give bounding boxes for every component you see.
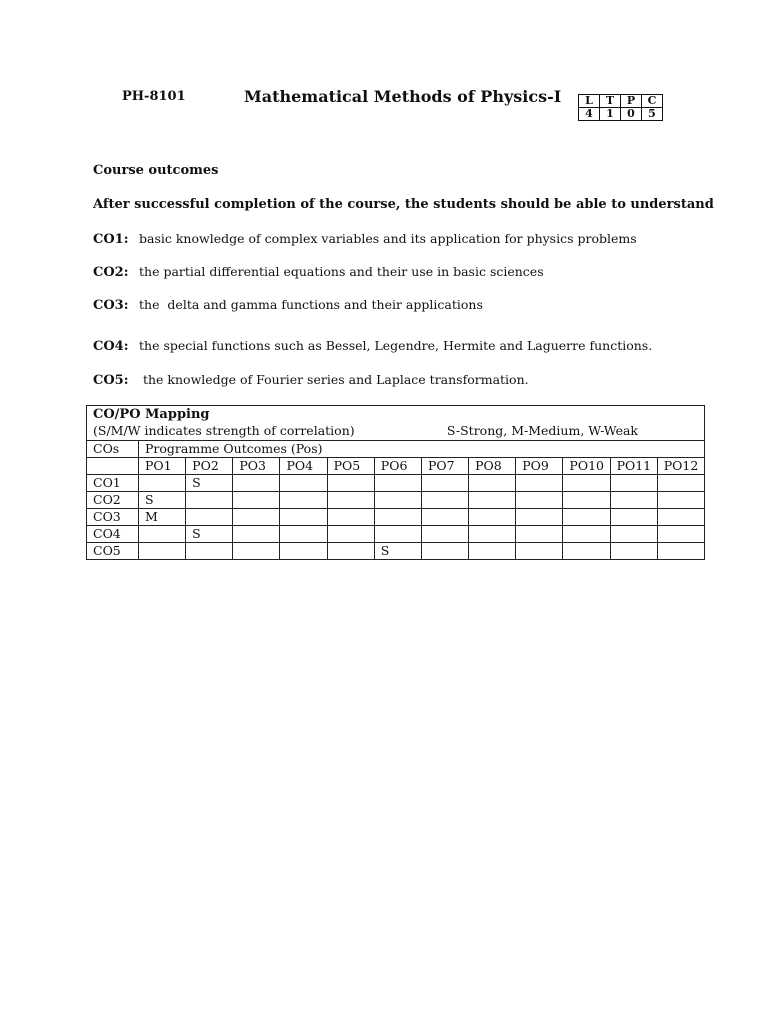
mapping-cell <box>610 492 657 509</box>
mapping-cell <box>280 526 327 543</box>
mapping-group-header-row <box>87 441 705 458</box>
mapping-cell <box>374 492 421 509</box>
co-label-cell: CO3 <box>87 509 139 526</box>
po-header-4: PO4 <box>280 458 327 475</box>
mapping-cell <box>280 543 327 560</box>
mapping-title-row <box>87 406 705 441</box>
po-header-blank <box>87 458 139 475</box>
outcome-item <box>93 264 544 280</box>
mapping-cell <box>327 492 374 509</box>
outcome-text: the partial differential equations and their use in basic sciences <box>139 264 544 279</box>
mapping-cell: M <box>139 509 186 526</box>
table-row <box>87 492 705 509</box>
mapping-cell <box>374 526 421 543</box>
mapping-cell <box>374 509 421 526</box>
ltpc-header-p: P <box>621 95 642 108</box>
mapping-legend <box>93 423 698 439</box>
mapping-cell <box>563 526 610 543</box>
ltpc-header-c: C <box>642 95 663 108</box>
mapping-cell <box>280 475 327 492</box>
table-row <box>87 543 705 560</box>
po-header-9: PO9 <box>516 458 563 475</box>
mapping-cell <box>233 509 280 526</box>
outcomes-heading: Course outcomes <box>93 163 219 178</box>
mapping-cell <box>233 526 280 543</box>
co-label-cell: CO4 <box>87 526 139 543</box>
mapping-title-cell <box>87 406 705 441</box>
outcome-text: the delta and gamma functions and their applications <box>139 297 483 312</box>
course-code: PH-8101 <box>122 89 186 104</box>
mapping-cell <box>563 492 610 509</box>
outcomes-intro: After successful completion of the course, the students should be able to understand <box>93 197 714 212</box>
mapping-cell <box>374 475 421 492</box>
mapping-legend-right: S-Strong, M-Medium, W-Weak <box>446 423 638 438</box>
outcome-text: the special functions such as Bessel, Legendre, Hermite and Laguerre functions. <box>139 338 653 353</box>
mapping-cell <box>421 475 468 492</box>
outcome-item <box>93 338 652 354</box>
po-header-row <box>87 458 705 475</box>
mapping-cell <box>233 475 280 492</box>
mapping-cell <box>469 526 516 543</box>
ltpc-value-t: 1 <box>600 108 621 121</box>
course-title: Mathematical Methods of Physics-I <box>244 87 562 106</box>
cos-header: COs <box>87 441 139 458</box>
mapping-cell <box>610 509 657 526</box>
co-label-cell: CO1 <box>87 475 139 492</box>
mapping-cell <box>657 475 704 492</box>
mapping-cell <box>516 475 563 492</box>
mapping-cell <box>610 475 657 492</box>
mapping-cell <box>421 543 468 560</box>
mapping-cell: S <box>186 475 233 492</box>
mapping-cell <box>327 509 374 526</box>
ltpc-table <box>578 94 663 121</box>
mapping-cell <box>186 509 233 526</box>
po-group-header: Programme Outcomes (Pos) <box>139 441 705 458</box>
mapping-legend-left: (S/M/W indicates strength of correlation) <box>93 423 355 438</box>
mapping-cell <box>280 509 327 526</box>
po-header-11: PO11 <box>610 458 657 475</box>
ltpc-value-p: 0 <box>621 108 642 121</box>
po-header-12: PO12 <box>657 458 704 475</box>
outcome-label: CO5: <box>93 373 129 388</box>
outcome-item <box>93 372 529 388</box>
mapping-cell: S <box>186 526 233 543</box>
mapping-cell <box>327 543 374 560</box>
ltpc-value-row <box>579 108 663 121</box>
mapping-cell <box>186 492 233 509</box>
mapping-cell <box>327 475 374 492</box>
outcome-text: the knowledge of Fourier series and Laplace transformation. <box>139 372 529 387</box>
mapping-cell <box>421 526 468 543</box>
mapping-cell: S <box>139 492 186 509</box>
mapping-cell <box>233 492 280 509</box>
po-header-2: PO2 <box>186 458 233 475</box>
po-header-1: PO1 <box>139 458 186 475</box>
co-label-cell: CO2 <box>87 492 139 509</box>
table-row <box>87 526 705 543</box>
po-header-10: PO10 <box>563 458 610 475</box>
mapping-cell <box>657 492 704 509</box>
po-header-7: PO7 <box>421 458 468 475</box>
co-po-mapping-table <box>86 405 705 560</box>
mapping-cell <box>516 492 563 509</box>
mapping-cell <box>657 509 704 526</box>
mapping-cell <box>516 543 563 560</box>
ltpc-value-l: 4 <box>579 108 600 121</box>
po-header-8: PO8 <box>469 458 516 475</box>
mapping-cell <box>657 526 704 543</box>
outcome-label: CO3: <box>93 298 129 313</box>
mapping-cell <box>327 526 374 543</box>
co-label-cell: CO5 <box>87 543 139 560</box>
ltpc-header-row <box>579 95 663 108</box>
mapping-cell <box>139 526 186 543</box>
mapping-cell <box>233 543 280 560</box>
outcome-text: basic knowledge of complex variables and its application for physics problems <box>139 231 637 246</box>
mapping-cell: S <box>374 543 421 560</box>
table-row <box>87 509 705 526</box>
outcome-label: CO4: <box>93 339 129 354</box>
mapping-cell <box>280 492 327 509</box>
po-header-5: PO5 <box>327 458 374 475</box>
mapping-cell <box>610 526 657 543</box>
outcome-item <box>93 231 637 247</box>
table-row <box>87 475 705 492</box>
mapping-title: CO/PO Mapping <box>93 407 210 422</box>
mapping-cell <box>610 543 657 560</box>
mapping-cell <box>563 475 610 492</box>
mapping-cell <box>421 492 468 509</box>
ltpc-value-c: 5 <box>642 108 663 121</box>
mapping-cell <box>186 543 233 560</box>
mapping-cell <box>516 526 563 543</box>
mapping-cell <box>563 509 610 526</box>
mapping-cell <box>469 475 516 492</box>
outcome-label: CO2: <box>93 265 129 280</box>
mapping-cell <box>516 509 563 526</box>
mapping-cell <box>563 543 610 560</box>
ltpc-header-l: L <box>579 95 600 108</box>
ltpc-header-t: T <box>600 95 621 108</box>
mapping-cell <box>421 509 468 526</box>
outcome-label: CO1: <box>93 232 129 247</box>
mapping-cell <box>139 543 186 560</box>
mapping-cell <box>657 543 704 560</box>
outcome-item <box>93 297 483 313</box>
mapping-cell <box>469 543 516 560</box>
mapping-cell <box>469 492 516 509</box>
mapping-cell <box>139 475 186 492</box>
po-header-3: PO3 <box>233 458 280 475</box>
mapping-cell <box>469 509 516 526</box>
po-header-6: PO6 <box>374 458 421 475</box>
